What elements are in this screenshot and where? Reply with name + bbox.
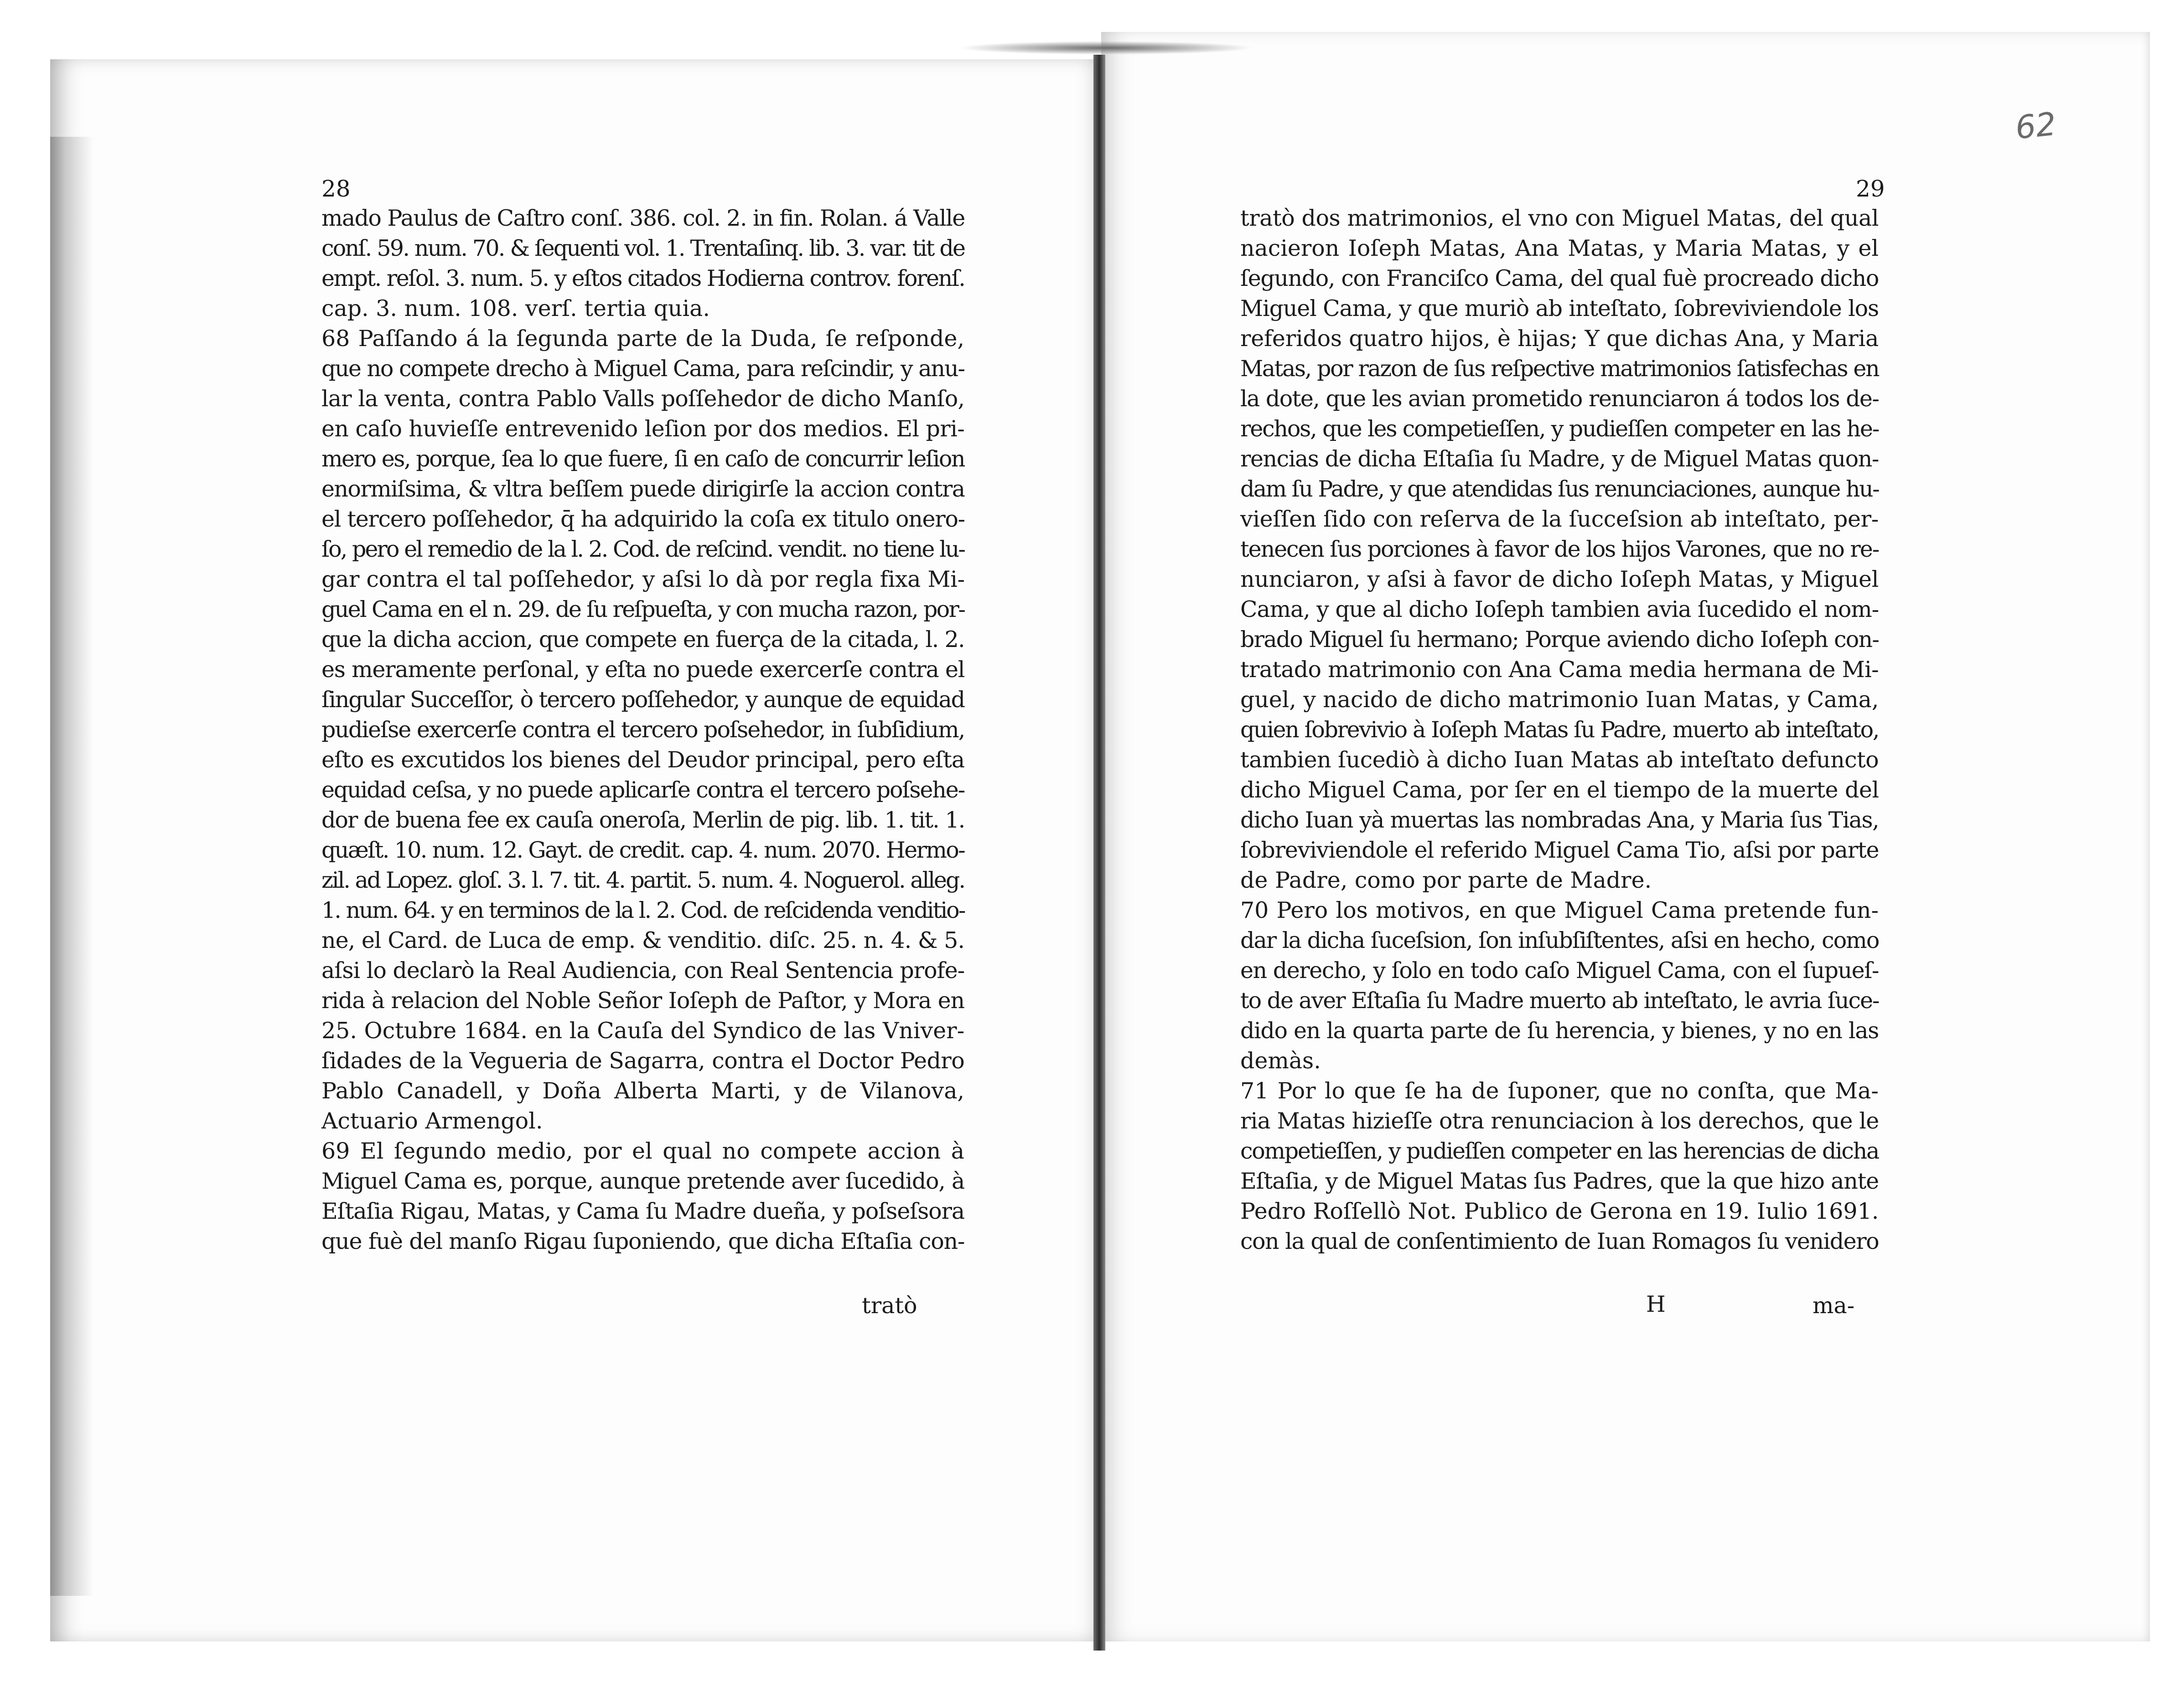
left-page-number: 28 [321,176,351,202]
text-line: que no compete drecho à Miguel Cama, para reſcindir, y anu- [321,356,964,382]
text-line: tratò dos matrimonios, el vno con Miguel Matas, del qual [1240,205,1879,231]
text-line: ria Matas hizieſſe otra renunciacion à los derechos, que le [1240,1108,1879,1134]
text-line: to de aver Eſtaſia ſu Madre muerto ab inteſtato, le avria ſuce- [1240,988,1879,1014]
text-line: eſto es excutidos los bienes del Deudor principal, pero eſta [321,747,965,773]
text-line: ſidades de la Vegueria de Sagarra, contra el Doctor Pedro [321,1048,965,1074]
text-line: mero es, porque, ſea lo que fuere, ſi en caſo de concurrir leſion [321,446,964,472]
text-line: zil. ad Lopez. gloſ. 3. l. 7. tit. 4. partit. 5. num. 4. Noguerol. alleg. [321,867,964,893]
text-line: empt. reſol. 3. num. 5. y eſtos citados Hodierna controv. forenſ. [321,265,965,291]
left-page-text [321,173,964,1257]
text-line: que fuè del manſo Rigau ſuponiendo, que dicha Eſtaſia con- [321,1228,965,1254]
text-line: aſsi lo declarò la Real Audiencia, con Real Sentencia profe- [321,958,965,983]
text-line: quæſt. 10. num. 12. Gayt. de credit. cap. 4. num. 2070. Hermo- [321,837,965,863]
left-catchword: tratò [862,1293,917,1319]
text-line: la dote, que les avian prometido renunciaron á todos los de- [1240,386,1879,412]
text-line: dor de buena fee ex cauſa oneroſa, Merlin de pig. lib. 1. tit. 1. [321,807,965,833]
text-line: dido en la quarta parte de ſu herencia, y bienes, y no en las [1240,1018,1879,1044]
left-page-edge-shadow [50,137,93,1596]
text-line: ſo, pero el remedio de la l. 2. Cod. de reſcind. vendit. no tiene lu- [321,536,964,562]
text-line: 68 Paſſando á la ſegunda parte de la Duda, ſe reſponde, [321,326,964,352]
text-line: Pedro Roſſellò Not. Publico de Gerona en 19. Iulio 1691. [1240,1198,1879,1224]
text-line: en derecho, y ſolo en todo caſo Miguel Cama, con el ſupueſ- [1240,958,1879,983]
text-line: tenecen ſus porciones à favor de los hijos Varones, que no re- [1240,536,1879,562]
text-line: Miguel Cama es, porque, aunque pretende aver ſucedido, à [321,1168,964,1194]
text-line: guel, y nacido de dicho matrimonio Iuan Matas, y Cama, [1240,687,1879,713]
text-line: 70 Pero los motivos, en que Miguel Cama pretende fun- [1240,897,1879,923]
text-line: rechos, que les competieſſen, y pudieſſen competer en las he- [1240,416,1879,442]
right-page-number: 29 [1856,176,1885,202]
text-line: dicho Iuan yà muertas las nombradas Ana, y Maria ſus Tias, [1240,807,1879,833]
text-line: lar la venta, contra Pablo Valls poſſehedor de dicho Manſo, [321,386,965,412]
text-line: Cama, y que al dicho Ioſeph tambien avia ſucedido el nom- [1240,596,1879,622]
binding-thread [958,41,1254,55]
text-line: que la dicha accion, que compete en fuerça de la citada, l. 2. [321,626,964,652]
text-line: Miguel Cama, y que muriò ab inteſtato, ſobreviviendole los [1240,295,1879,321]
text-line: el tercero poſſehedor, q̄ ha adquirido la coſa ex titulo onero- [321,506,965,532]
text-line: de Padre, como por parte de Madre. [1240,867,1652,893]
handwritten-folio-number: 62 [2013,105,2058,147]
text-line: es meramente perſonal, y eſta no puede exercerſe contra el [321,657,965,683]
text-line: dicho Miguel Cama, por ſer en el tiempo de la muerte del [1240,777,1879,803]
text-line: mado Paulus de Caſtro conſ. 386. col. 2. in fin. Rolan. á Valle [321,205,965,231]
text-line: pudieſse exercerſe contra el tercero poſsehedor, in ſubſidium, [321,717,965,743]
text-line: ſobreviviendole el referido Miguel Cama Tio, aſsi por parte [1240,837,1879,863]
text-line: competieſſen, y pudieſſen competer en las herencias de dicha [1240,1138,1879,1164]
text-line: rida à relacion del Noble Señor Ioſeph de Paſtor, y Mora en [321,988,964,1014]
text-line: 71 Por lo que ſe ha de ſuponer, que no conſta, que Ma- [1240,1078,1879,1104]
text-line: 1. num. 64. y en terminos de la l. 2. Cod. de reſcidenda venditio- [321,897,965,923]
right-catchword: ma- [1813,1293,1855,1319]
text-line: tratado matrimonio con Ana Cama media hermana de Mi- [1240,657,1879,683]
text-line: ſegundo, con Franciſco Cama, del qual fuè procreado dicho [1240,265,1879,291]
text-line: enormiſsima, & vltra beſſem puede dirigirſe la accion contra [321,476,965,502]
text-line: Actuario Armengol. [321,1108,543,1134]
text-line: tambien ſucediò à dicho Iuan Matas ab inteſtato defuncto [1240,747,1879,773]
text-line: Matas, por razon de ſus reſpective matrimonios ſatisfechas en [1240,356,1879,382]
text-line: demàs. [1240,1048,1321,1074]
text-line: en caſo huvieſſe entrevenido leſion por dos medios. El pri- [321,416,965,442]
text-line: ne, el Card. de Luca de emp. & venditio. diſc. 25. n. 4. & 5. [321,927,964,953]
text-line: con la qual de conſentimiento de Iuan Romagos ſu venidero [1240,1228,1879,1254]
text-line: rencias de dicha Eſtaſia ſu Madre, y de Miguel Matas quon- [1240,446,1879,472]
text-line: Pablo Canadell, y Doña Alberta Marti, y de Vilanova, [321,1078,964,1104]
text-line: ſingular Succeſſor, ò tercero poſſehedor, y aunque de equidad [321,687,964,713]
book-gutter [1093,55,1105,1651]
text-line: brado Miguel ſu hermano; Porque aviendo dicho Ioſeph con- [1240,626,1879,652]
text-line: nacieron Ioſeph Matas, Ana Matas, y Maria Matas, y el [1240,235,1879,261]
right-page-text [1240,173,1879,1257]
text-line: dar la dicha ſuceſsion, ſon inſubſiſtentes, aſsi en hecho, como [1240,927,1879,953]
signature-mark: H [1646,1291,1666,1317]
text-line: Eſtaſia, y de Miguel Matas ſus Padres, que la que hizo ante [1240,1168,1879,1194]
text-line: cap. 3. num. 108. verſ. tertia quia. [321,295,710,321]
text-line: vieſſen ſido con reſerva de la ſucceſsion ab inteſtato, per- [1240,506,1879,532]
text-line: equidad ceſsa, y no puede aplicarſe contra el tercero poſsehe- [321,777,964,803]
text-line: gar contra el tal poſſehedor, y aſsi lo dà por regla fixa Mi- [321,566,965,592]
text-line: 69 El ſegundo medio, por el qual no compete accion à [321,1138,964,1164]
text-line: nunciaron, y aſsi à favor de dicho Ioſeph Matas, y Miguel [1240,566,1879,592]
text-line: 25. Octubre 1684. en la Cauſa del Syndico de las Vniver- [321,1018,965,1044]
text-line: Eſtaſia Rigau, Matas, y Cama ſu Madre dueña, y poſseſsora [321,1198,964,1224]
text-line: guel Cama en el n. 29. de ſu reſpueſta, y con mucha razon, por- [321,596,965,622]
text-line: referidos quatro hijos, è hijas; Y que dichas Ana, y Maria [1240,326,1879,352]
text-line: quien ſobrevivio à Ioſeph Matas ſu Padre, muerto ab inteſtato, [1240,717,1879,743]
text-line: conſ. 59. num. 70. & ſequenti vol. 1. Trentaſinq. lib. 3. var. tit de [321,235,965,261]
text-line: dam ſu Padre, y que atendidas ſus renunciaciones, aunque hu- [1240,476,1879,502]
